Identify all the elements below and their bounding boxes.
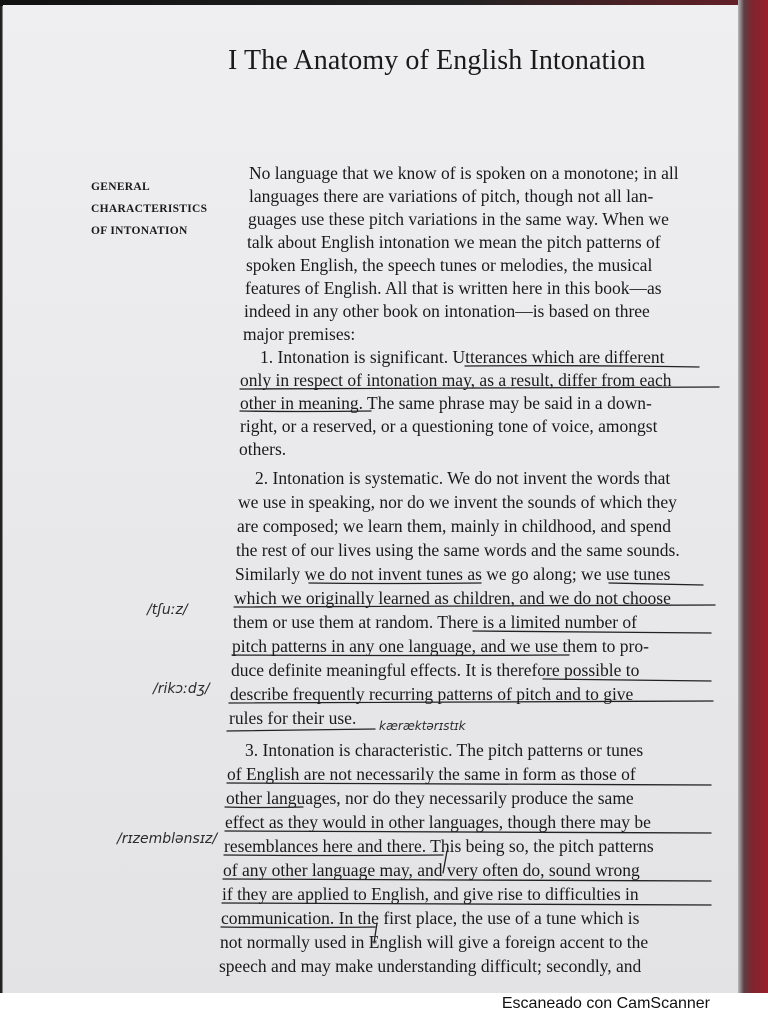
body-line: indeed in any other book on intonation—is based on three bbox=[244, 301, 650, 321]
body-line: spoken English, the speech tunes or melodies, the musical bbox=[246, 255, 653, 275]
body-line: 3. Intonation is characteristic. The pitch patterns or tunes bbox=[245, 740, 644, 760]
body-line: not normally used in English will give a foreign accent to the bbox=[220, 932, 649, 952]
side-heading-line: CHARACTERISTICS bbox=[91, 203, 208, 215]
body-line: rules for their use. bbox=[229, 708, 357, 728]
body-line: No language that we know of is spoken on a monotone; in all bbox=[249, 163, 679, 183]
body-line: of any other language may, and very often do, sound wrong bbox=[223, 860, 640, 880]
body-line: pitch patterns in any one language, and we use them to pro- bbox=[232, 636, 649, 656]
handwritten-note: kæræktərɪstɪk bbox=[379, 719, 466, 733]
handwritten-note: /rikɔːdʒ/ bbox=[153, 681, 210, 697]
body-line: which we originally learned as children, and we do not choose bbox=[234, 588, 671, 608]
body-line: duce definite meaningful effects. It is therefore possible to bbox=[231, 660, 640, 680]
body-line: of English are not necessarily the same in form as those of bbox=[227, 764, 636, 784]
photo-right-edge bbox=[738, 0, 768, 993]
body-line: communication. In the first place, the use of a tune which is bbox=[221, 908, 640, 928]
handwritten-note: /tʃuːz/ bbox=[147, 602, 188, 618]
scanner-footer bbox=[0, 993, 768, 1024]
body-line: the rest of our lives using the same words and the same sounds. bbox=[236, 540, 680, 560]
body-line: others. bbox=[239, 439, 287, 459]
body-line: guages use these pitch variations in the same way. When we bbox=[248, 209, 669, 229]
body-line: if they are applied to English, and give rise to difficulties in bbox=[222, 884, 639, 904]
body-line: 2. Intonation is systematic. We do not invent the words that bbox=[255, 468, 671, 488]
body-line: languages there are variations of pitch, though not all lan- bbox=[249, 186, 654, 206]
body-line: features of English. All that is written here in this book—as bbox=[245, 278, 662, 298]
body-line: we use in speaking, nor do we invent the sounds of which they bbox=[238, 492, 677, 512]
body-line: only in respect of intonation may, as a result, differ from each bbox=[240, 370, 672, 390]
body-line: Similarly we do not invent tunes as we go along; we use tunes bbox=[235, 564, 671, 584]
book-page bbox=[3, 5, 738, 993]
body-line: resemblances here and there. This being so, the pitch patterns bbox=[224, 836, 654, 856]
scanner-watermark: Escaneado con CamScanner bbox=[501, 995, 710, 1012]
side-heading bbox=[91, 176, 207, 242]
body-line: describe frequently recurring patterns of pitch and to give bbox=[230, 684, 634, 704]
body-line: effect as they would in other languages, though there may be bbox=[225, 812, 651, 832]
body-line: are composed; we learn them, mainly in childhood, and spend bbox=[237, 516, 671, 536]
side-heading-line: GENERAL bbox=[91, 181, 150, 193]
body-line: other in meaning. The same phrase may be said in a down- bbox=[240, 393, 652, 413]
side-heading-line: OF INTONATION bbox=[91, 225, 188, 237]
body-line: major premises: bbox=[243, 324, 356, 344]
body-line: right, or a reserved, or a questioning tone of voice, amongst bbox=[240, 416, 658, 436]
body-line: speech and may make understanding difficult; secondly, and bbox=[219, 956, 642, 976]
body-line: other languages, nor do they necessarily produce the same bbox=[226, 788, 634, 808]
body-line: 1. Intonation is significant. Utterances which are different bbox=[260, 347, 665, 367]
body-line: them or use them at random. There is a limited number of bbox=[233, 612, 638, 632]
handwritten-note: /rɪzemblənsɪz/ bbox=[117, 831, 218, 847]
body-line: talk about English intonation we mean the pitch patterns of bbox=[247, 232, 661, 252]
chapter-title: I The Anatomy of English Intonation bbox=[228, 45, 646, 76]
underline-mark bbox=[227, 729, 375, 731]
